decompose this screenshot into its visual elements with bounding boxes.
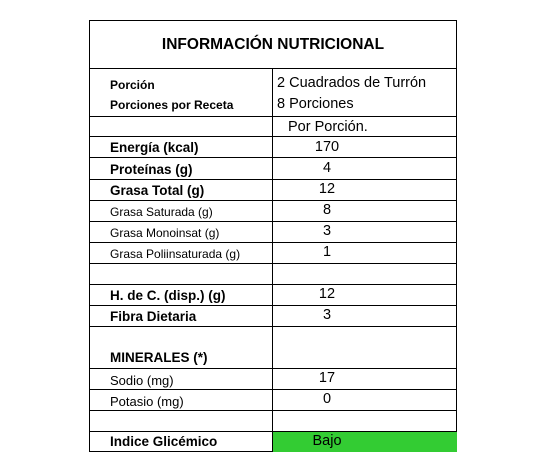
nutrient-value: 170 xyxy=(314,139,340,155)
row-divider xyxy=(89,221,457,222)
servings-label: Porciones por Receta xyxy=(110,98,234,112)
nutrient-value: 3 xyxy=(322,307,332,323)
nutrient-label: Grasa Saturada (g) xyxy=(110,205,213,219)
servings-value: 8 Porciones xyxy=(277,96,354,112)
nutrient-value: 12 xyxy=(318,286,336,302)
nutrient-value: 1 xyxy=(322,244,332,260)
nutrient-label: Grasa Total (g) xyxy=(110,183,205,198)
glycemic-label: Indice Glicémico xyxy=(110,434,218,449)
nutrient-label: Fibra Dietaria xyxy=(110,309,197,324)
row-divider xyxy=(89,389,457,390)
table-title: INFORMACIÓN NUTRICIONAL xyxy=(161,35,385,53)
mineral-value: 0 xyxy=(322,391,332,407)
portion-label: Porción xyxy=(110,78,155,92)
nutrient-value: 12 xyxy=(318,181,336,197)
nutrient-value: 4 xyxy=(322,160,332,176)
row-divider xyxy=(89,263,457,264)
nutrient-label: Energía (kcal) xyxy=(110,140,199,155)
portion-value: 2 Cuadrados de Turrón xyxy=(277,75,427,91)
minerals-heading: MINERALES (*) xyxy=(110,350,208,365)
nutrient-label: Grasa Monoinsat (g) xyxy=(110,226,220,240)
row-divider xyxy=(89,242,457,243)
nutrient-value: 8 xyxy=(322,202,332,218)
nutrient-value: 3 xyxy=(322,223,332,239)
row-divider xyxy=(89,200,457,201)
row-divider xyxy=(89,326,457,327)
row-divider xyxy=(89,136,457,137)
nutrition-table xyxy=(89,20,457,451)
mineral-label: Potasio (mg) xyxy=(110,394,184,409)
title-divider xyxy=(89,68,457,69)
glycemic-value: Bajo xyxy=(312,433,342,449)
row-divider xyxy=(89,116,457,117)
row-divider xyxy=(89,284,457,285)
nutrient-label: Proteínas (g) xyxy=(110,162,193,177)
column-divider xyxy=(272,68,273,452)
row-divider xyxy=(89,157,457,158)
per-serving-header: Por Porción. xyxy=(288,119,368,135)
row-divider xyxy=(89,410,457,411)
row-divider xyxy=(89,305,457,306)
nutrient-label: Grasa Poliinsaturada (g) xyxy=(110,247,241,261)
mineral-label: Sodio (mg) xyxy=(110,373,174,388)
nutrient-label: H. de C. (disp.) (g) xyxy=(110,288,226,303)
row-divider xyxy=(89,179,457,180)
row-divider xyxy=(89,368,457,369)
mineral-value: 17 xyxy=(318,370,336,386)
